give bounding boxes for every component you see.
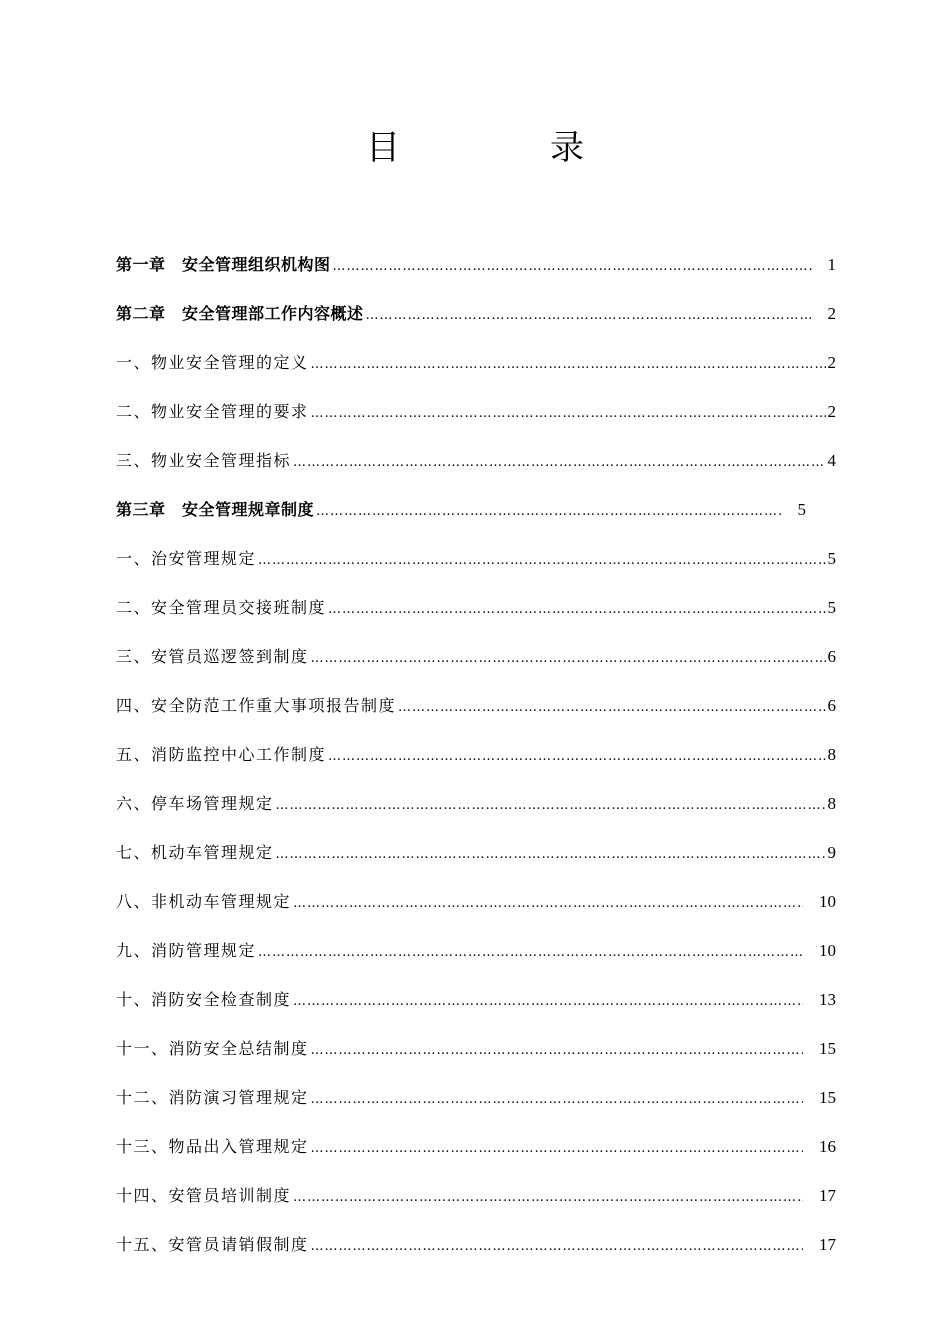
toc-leader-dots	[328, 732, 825, 781]
toc-entry[interactable]	[116, 387, 836, 436]
toc-entry-page: 1	[827, 255, 836, 274]
toc-entry-label: 八、非机动车管理规定	[116, 892, 292, 911]
toc-entry[interactable]	[116, 1073, 836, 1122]
toc-entry-page: 10	[819, 941, 836, 960]
toc-entry-label: 第二章 安全管理部工作内容概述	[116, 304, 364, 323]
toc-entry-label: 四、安全防范工作重大事项报告制度	[116, 696, 397, 715]
toc-entry-page: 17	[819, 1186, 836, 1205]
toc-entry-label: 六、停车场管理规定	[116, 794, 274, 813]
toc-entry[interactable]	[116, 828, 836, 877]
table-of-contents	[116, 240, 836, 1269]
toc-entry-page: 6	[827, 647, 836, 666]
toc-entry[interactable]	[116, 289, 836, 338]
toc-entry-label: 二、安全管理员交接班制度	[116, 598, 327, 617]
toc-entry-label: 三、安管员巡逻签到制度	[116, 647, 309, 666]
toc-entry-label: 七、机动车管理规定	[116, 843, 274, 862]
toc-entry[interactable]	[116, 877, 836, 926]
toc-entry[interactable]	[116, 583, 836, 632]
toc-title: 目 录	[366, 128, 642, 168]
toc-leader-dots	[311, 389, 826, 438]
toc-entry-label: 五、消防监控中心工作制度	[116, 745, 327, 764]
toc-entry[interactable]	[116, 779, 836, 828]
toc-leader-dots	[311, 1026, 803, 1075]
toc-entry-page: 10	[819, 892, 836, 911]
toc-entry-label: 第一章 安全管理组织机构图	[116, 255, 331, 274]
toc-entry[interactable]	[116, 338, 836, 387]
toc-entry-page: 13	[819, 990, 836, 1009]
toc-leader-dots	[311, 340, 826, 389]
toc-leader-dots	[293, 977, 803, 1026]
toc-entry-page: 2	[827, 402, 836, 421]
toc-leader-dots	[276, 781, 826, 830]
toc-entry[interactable]	[116, 1220, 836, 1269]
toc-entry-page: 2	[827, 353, 836, 372]
toc-leader-dots	[311, 634, 826, 683]
toc-entry[interactable]	[116, 1122, 836, 1171]
toc-entry-label: 十、消防安全检查制度	[116, 990, 292, 1009]
toc-leader-dots	[328, 585, 825, 634]
toc-leader-dots	[311, 1075, 803, 1124]
toc-entry-label: 十一、消防安全总结制度	[116, 1039, 309, 1058]
toc-leader-dots	[311, 1222, 803, 1271]
toc-entry-label: 第三章 安全管理规章制度	[116, 500, 315, 519]
toc-entry-label: 一、物业安全管理的定义	[116, 353, 309, 372]
toc-entry[interactable]	[116, 240, 836, 289]
toc-entry[interactable]	[116, 1171, 836, 1220]
toc-entry-page: 4	[827, 451, 836, 470]
toc-entry-label: 二、物业安全管理的要求	[116, 402, 309, 421]
toc-entry[interactable]	[116, 1024, 836, 1073]
toc-entry-page: 15	[819, 1039, 836, 1058]
toc-entry-page: 17	[819, 1235, 836, 1254]
toc-entry[interactable]	[116, 975, 836, 1024]
toc-leader-dots	[276, 830, 826, 879]
toc-entry-page: 15	[819, 1088, 836, 1107]
toc-leader-dots	[293, 1173, 803, 1222]
toc-leader-dots	[316, 487, 781, 536]
toc-entry[interactable]	[116, 632, 836, 681]
toc-entry-label: 十三、物品出入管理规定	[116, 1137, 309, 1156]
toc-leader-dots	[366, 291, 812, 340]
toc-entry[interactable]	[116, 681, 836, 730]
toc-entry[interactable]	[116, 436, 836, 485]
toc-entry[interactable]	[116, 926, 836, 975]
toc-entry-label: 一、治安管理规定	[116, 549, 257, 568]
toc-leader-dots	[293, 879, 803, 928]
toc-entry-page: 6	[827, 696, 836, 715]
toc-entry[interactable]	[116, 485, 806, 534]
toc-leader-dots	[293, 438, 825, 487]
toc-leader-dots	[398, 683, 825, 732]
toc-entry-page: 2	[827, 304, 836, 323]
toc-entry-page: 8	[827, 794, 836, 813]
toc-leader-dots	[258, 928, 803, 977]
toc-entry-page: 5	[797, 500, 806, 519]
toc-leader-dots	[258, 536, 825, 585]
toc-leader-dots	[311, 1124, 803, 1173]
toc-leader-dots	[333, 242, 812, 291]
toc-entry-label: 十五、安管员请销假制度	[116, 1235, 309, 1254]
toc-entry[interactable]	[116, 534, 836, 583]
toc-entry-page: 9	[827, 843, 836, 862]
toc-entry[interactable]	[116, 730, 836, 779]
toc-entry-label: 十二、消防演习管理规定	[116, 1088, 309, 1107]
toc-entry-page: 16	[819, 1137, 836, 1156]
toc-entry-page: 5	[827, 549, 836, 568]
toc-entry-page: 5	[827, 598, 836, 617]
toc-entry-label: 十四、安管员培训制度	[116, 1186, 292, 1205]
toc-entry-page: 8	[827, 745, 836, 764]
toc-entry-label: 三、物业安全管理指标	[116, 451, 292, 470]
toc-entry-label: 九、消防管理规定	[116, 941, 257, 960]
